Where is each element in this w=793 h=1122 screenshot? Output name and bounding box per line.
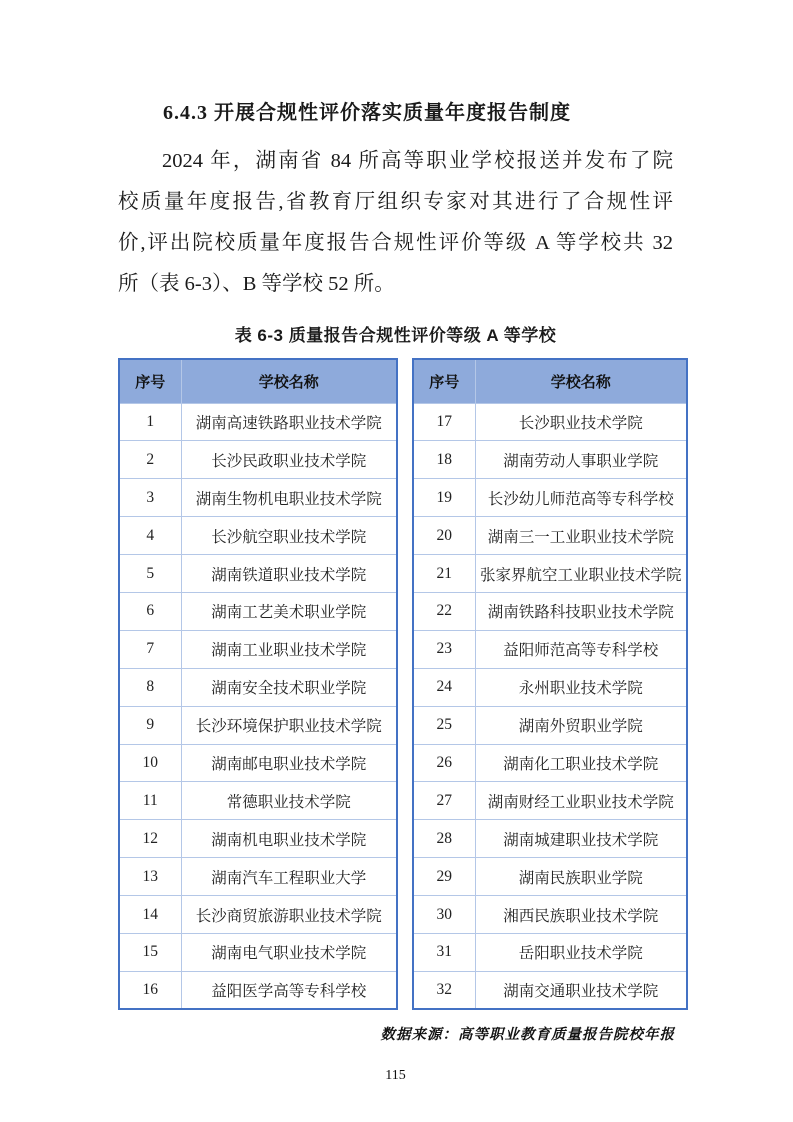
table-row <box>119 668 397 706</box>
row-number-cell: 32 <box>413 971 475 1009</box>
row-number-cell: 3 <box>119 479 181 517</box>
row-number-cell: 7 <box>119 630 181 668</box>
table-row <box>119 820 397 858</box>
table-row <box>413 896 687 934</box>
table-row <box>119 782 397 820</box>
row-number-cell: 6 <box>119 592 181 630</box>
school-name-cell: 湖南城建职业技术学院 <box>475 820 687 858</box>
table-row <box>413 858 687 896</box>
row-number-cell: 17 <box>413 403 475 441</box>
table-row <box>413 479 687 517</box>
body-paragraph <box>118 141 673 305</box>
school-name-cell: 湖南安全技术职业学院 <box>181 668 397 706</box>
school-name-cell: 长沙环境保护职业技术学院 <box>181 706 397 744</box>
school-name-cell: 湖南三一工业职业技术学院 <box>475 517 687 555</box>
row-number-cell: 8 <box>119 668 181 706</box>
paragraph-line: 价,评出院校质量年度报告合规性评价等级 A 等学校共 32 <box>118 232 673 254</box>
column-header-no: 序号 <box>413 359 475 403</box>
table-row <box>119 479 397 517</box>
school-name-cell: 长沙民政职业技术学院 <box>181 441 397 479</box>
table-row <box>119 706 397 744</box>
row-number-cell: 13 <box>119 858 181 896</box>
table-row <box>119 744 397 782</box>
school-name-cell: 长沙职业技术学院 <box>475 403 687 441</box>
row-number-cell: 25 <box>413 706 475 744</box>
table-row <box>413 971 687 1009</box>
school-name-cell: 湘西民族职业技术学院 <box>475 896 687 934</box>
row-number-cell: 10 <box>119 744 181 782</box>
row-number-cell: 11 <box>119 782 181 820</box>
row-number-cell: 18 <box>413 441 475 479</box>
school-name-cell: 湖南机电职业技术学院 <box>181 820 397 858</box>
column-header-school: 学校名称 <box>475 359 687 403</box>
school-name-cell: 湖南化工职业技术学院 <box>475 744 687 782</box>
school-name-cell: 湖南汽车工程职业大学 <box>181 858 397 896</box>
table-row <box>119 971 397 1009</box>
row-number-cell: 28 <box>413 820 475 858</box>
row-number-cell: 31 <box>413 933 475 971</box>
row-number-cell: 1 <box>119 403 181 441</box>
row-number-cell: 20 <box>413 517 475 555</box>
school-name-cell: 湖南财经工业职业技术学院 <box>475 782 687 820</box>
school-name-cell: 岳阳职业技术学院 <box>475 933 687 971</box>
school-name-cell: 湖南电气职业技术学院 <box>181 933 397 971</box>
school-name-cell: 永州职业技术学院 <box>475 668 687 706</box>
school-name-cell: 长沙航空职业技术学院 <box>181 517 397 555</box>
school-name-cell: 益阳师范高等专科学校 <box>475 630 687 668</box>
table-row <box>119 441 397 479</box>
row-number-cell: 15 <box>119 933 181 971</box>
column-header-no: 序号 <box>119 359 181 403</box>
school-name-cell: 益阳医学高等专科学校 <box>181 971 397 1009</box>
school-name-cell: 湖南邮电职业技术学院 <box>181 744 397 782</box>
school-name-cell: 湖南外贸职业学院 <box>475 706 687 744</box>
column-header-school: 学校名称 <box>181 359 397 403</box>
table-row <box>413 403 687 441</box>
table-row <box>119 933 397 971</box>
table-row <box>413 668 687 706</box>
row-number-cell: 24 <box>413 668 475 706</box>
table-row <box>413 630 687 668</box>
table-row <box>119 858 397 896</box>
school-name-cell: 湖南劳动人事职业学院 <box>475 441 687 479</box>
table-row <box>413 782 687 820</box>
school-name-cell: 湖南交通职业技术学院 <box>475 971 687 1009</box>
compliance-table <box>118 358 688 1010</box>
row-number-cell: 4 <box>119 517 181 555</box>
table-row <box>119 592 397 630</box>
table-row <box>413 706 687 744</box>
table-row <box>413 555 687 593</box>
paragraph-line: 所（表 6-3）、B 等学校 52 所。 <box>118 273 395 295</box>
table-caption: 表 6-3 质量报告合规性评价等级 A 等学校 <box>234 326 557 345</box>
table-row <box>119 896 397 934</box>
table-row <box>119 630 397 668</box>
row-number-cell: 30 <box>413 896 475 934</box>
school-name-cell: 湖南高速铁路职业技术学院 <box>181 403 397 441</box>
page-number: 115 <box>385 1068 406 1084</box>
table-row <box>413 517 687 555</box>
row-number-cell: 14 <box>119 896 181 934</box>
table-row <box>413 933 687 971</box>
section-heading: 6.4.3 开展合规性评价落实质量年度报告制度 <box>163 102 571 124</box>
row-number-cell: 23 <box>413 630 475 668</box>
table-row <box>413 820 687 858</box>
row-number-cell: 2 <box>119 441 181 479</box>
row-number-cell: 26 <box>413 744 475 782</box>
paragraph-line: 2024 年，湖南省 84 所高等职业学校报送并发布了院 <box>162 150 673 172</box>
school-name-cell: 湖南铁道职业技术学院 <box>181 555 397 593</box>
school-name-cell: 长沙幼儿师范高等专科学校 <box>475 479 687 517</box>
data-source-note: 数据来源：高等职业教育质量报告院校年报 <box>380 1027 675 1044</box>
row-number-cell: 5 <box>119 555 181 593</box>
table-row <box>413 441 687 479</box>
row-number-cell: 9 <box>119 706 181 744</box>
row-number-cell: 16 <box>119 971 181 1009</box>
row-number-cell: 21 <box>413 555 475 593</box>
table-row <box>119 403 397 441</box>
row-number-cell: 29 <box>413 858 475 896</box>
school-name-cell: 湖南民族职业学院 <box>475 858 687 896</box>
row-number-cell: 22 <box>413 592 475 630</box>
table-header-row <box>119 359 397 403</box>
row-number-cell: 19 <box>413 479 475 517</box>
table-header-row <box>413 359 687 403</box>
school-name-cell: 长沙商贸旅游职业技术学院 <box>181 896 397 934</box>
school-name-cell: 湖南工艺美术职业学院 <box>181 592 397 630</box>
table-row <box>119 555 397 593</box>
school-name-cell: 常德职业技术学院 <box>181 782 397 820</box>
table-right-half <box>412 358 688 1010</box>
paragraph-line: 校质量年度报告,省教育厅组织专家对其进行了合规性评 <box>118 191 673 213</box>
row-number-cell: 12 <box>119 820 181 858</box>
table-row <box>413 592 687 630</box>
row-number-cell: 27 <box>413 782 475 820</box>
table-row <box>119 517 397 555</box>
school-name-cell: 张家界航空工业职业技术学院 <box>475 555 687 593</box>
school-name-cell: 湖南生物机电职业技术学院 <box>181 479 397 517</box>
school-name-cell: 湖南铁路科技职业技术学院 <box>475 592 687 630</box>
table-row <box>413 744 687 782</box>
school-name-cell: 湖南工业职业技术学院 <box>181 630 397 668</box>
table-left-half <box>118 358 398 1010</box>
